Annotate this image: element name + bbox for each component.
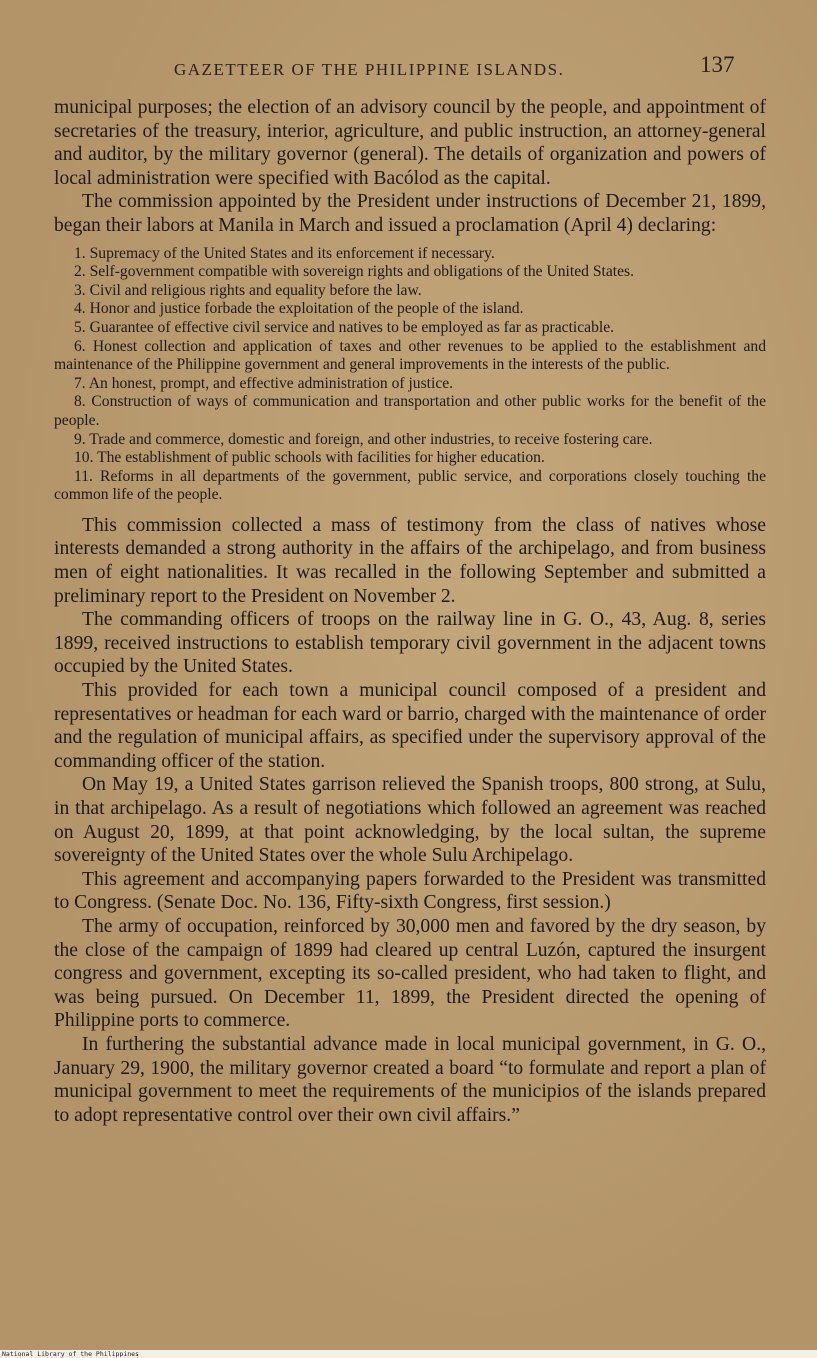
paragraph: On May 19, a United States garrison relieved the Spanish troops, 800 strong, at Sulu, in that archipelago. As a result of negotiations which followed an agreement was reached on August 20, 1899, at that point acknowledging, by the local sultan, the supreme sovereignty of the United States over the whole Sulu Archipelago.: [54, 774, 766, 867]
page-number: 137: [700, 52, 735, 77]
list-item: 9. Trade and commerce, domestic and foreign, and other industries, to receive fostering care.: [74, 430, 653, 448]
paragraph: This commission collected a mass of testimony from the class of natives whose interests demanded a strong authority in the affairs of the archipelago, and from business men of eight nationalities. It was recalled in the following September and submitted a preliminary report to the President on November 2.: [54, 514, 766, 607]
paragraph: municipal purposes; the election of an advisory council by the people, and appointment of secretaries of the treasury, interior, agriculture, and public instruction, an attorney-general and auditor, by the military governor (general). The details of organization and powers of local administration were specified with Bacólod as the capital.: [54, 97, 766, 189]
paragraph: The army of occupation, reinforced by 30,000 men and favored by the dry season, by the close of the campaign of 1899 had cleared up central Luzón, captured the insurgent congress and government, excepting its so-called president, who had taken to flight, and was being pursued. On December 11, 1899, the President directed the opening of Philippine ports to commerce.: [54, 915, 766, 1032]
paragraph: The commission appointed by the President under instructions of December 21, 1899, began their labors at Manila in March and issued a proclamation (April 4) declaring:: [54, 191, 766, 236]
paragraph: This provided for each town a municipal council composed of a president and representatives or headman for each ward or barrio, charged with the maintenance of order and the regulation of municipal affairs, as specified under the supervisory approval of the commanding officer of the station.: [54, 680, 766, 772]
running-title: GAZETTEER OF THE PHILIPPINE ISLANDS.: [174, 60, 565, 79]
list-item: 10. The establishment of public schools with facilities for higher education.: [74, 449, 545, 467]
list-item: 7. An honest, prompt, and effective administration of justice.: [74, 374, 454, 392]
list-item: 4. Honor and justice forbade the exploitation of the people of the island.: [74, 300, 524, 318]
paragraph: In furthering the substantial advance made in local municipal government, in G. O., January 29, 1900, the military governor created a board “to formulate and report a plan of municipal government to meet the requirements of the municipios of the islands prepared to adopt representative control over their own civil affairs.”: [54, 1033, 766, 1126]
list-item: 5. Guarantee of effective civil service and natives to be employed as far as practicable.: [74, 318, 615, 336]
running-header: [0, 52, 817, 82]
list-item: 2. Self-government compatible with sovereign rights and obligations of the United States.: [74, 263, 634, 281]
list-item: 11. Reforms in all departments of the government, public service, and corporations closely touching the common life of the people.: [54, 467, 766, 504]
paragraph: The commanding officers of troops on the railway line in G. O., 43, Aug. 8, series 1899, received instructions to establish temporary civil government in the adjacent towns occupied by the United States.: [54, 609, 766, 678]
page-body: [54, 96, 766, 1127]
list-item: 3. Civil and religious rights and equality before the law.: [74, 281, 422, 299]
list-item: 8. Construction of ways of communication and transportation and other public works for the benefit of the people.: [54, 393, 766, 429]
paragraph: This agreement and accompanying papers forwarded to the President was transmitted to Congress. (Senate Doc. No. 136, Fifty-sixth Congress, first session.): [54, 868, 766, 914]
proclamation-list: [54, 245, 766, 505]
list-item: 6. Honest collection and application of taxes and other revenues to be applied to the establishment and maintenance of the Philippine government and general improvements in the interests of the public.: [54, 337, 766, 374]
list-item: 1. Supremacy of the United States and its enforcement if necessary.: [74, 244, 495, 262]
library-credit: National Library of the Philippines: [2, 1350, 139, 1358]
